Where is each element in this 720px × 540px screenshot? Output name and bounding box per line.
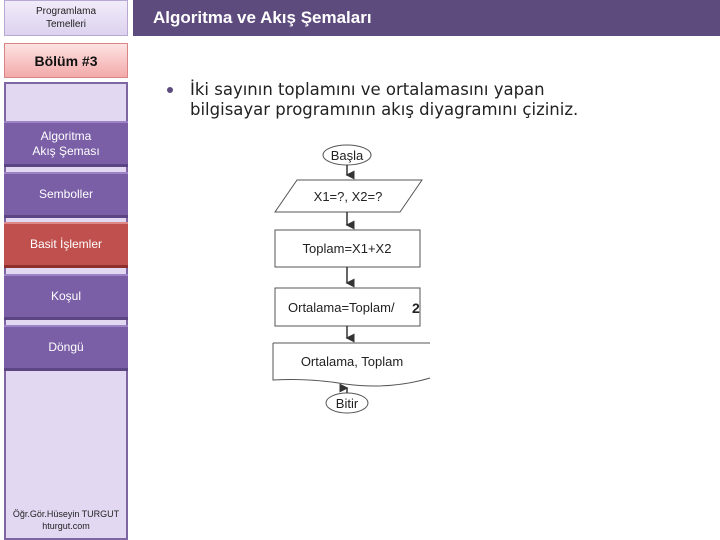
page-title: Algoritma ve Akış Şemaları xyxy=(133,0,720,36)
nav-label: Koşul xyxy=(50,289,82,303)
author-website[interactable]: hturgut.com xyxy=(42,521,90,531)
input-label: X1=?, X2=? xyxy=(313,189,383,204)
process-average-divisor: 2 xyxy=(412,300,420,316)
process-average-label: Ortalama=Toplam/ xyxy=(288,300,395,315)
process-sum-label: Toplam=X1+X2 xyxy=(302,241,392,256)
start-label: Başla xyxy=(330,148,364,163)
nav-label: Akış Şeması xyxy=(32,143,100,158)
nav-label: Basit İşlemler xyxy=(29,237,103,251)
bullet-text-line2: bilgisayar programının akış diyagramını çiziniz. xyxy=(190,100,579,119)
nav-label: Döngü xyxy=(48,340,84,354)
author-name: Öğr.Gör.Hüseyin TURGUT xyxy=(12,509,120,519)
course-title-line1: Programlama xyxy=(35,6,97,17)
end-label: Bitir xyxy=(335,396,359,411)
output-label: Ortalama, Toplam xyxy=(300,354,404,369)
nav-label: Semboller xyxy=(38,187,94,201)
bullet-text-line1: İki sayının toplamını ve ortalamasını yapan xyxy=(190,80,545,99)
course-title-line2: Temelleri xyxy=(45,19,86,30)
chapter-label: Bölüm #3 xyxy=(4,43,128,78)
nav-label: Algoritma xyxy=(40,128,92,143)
